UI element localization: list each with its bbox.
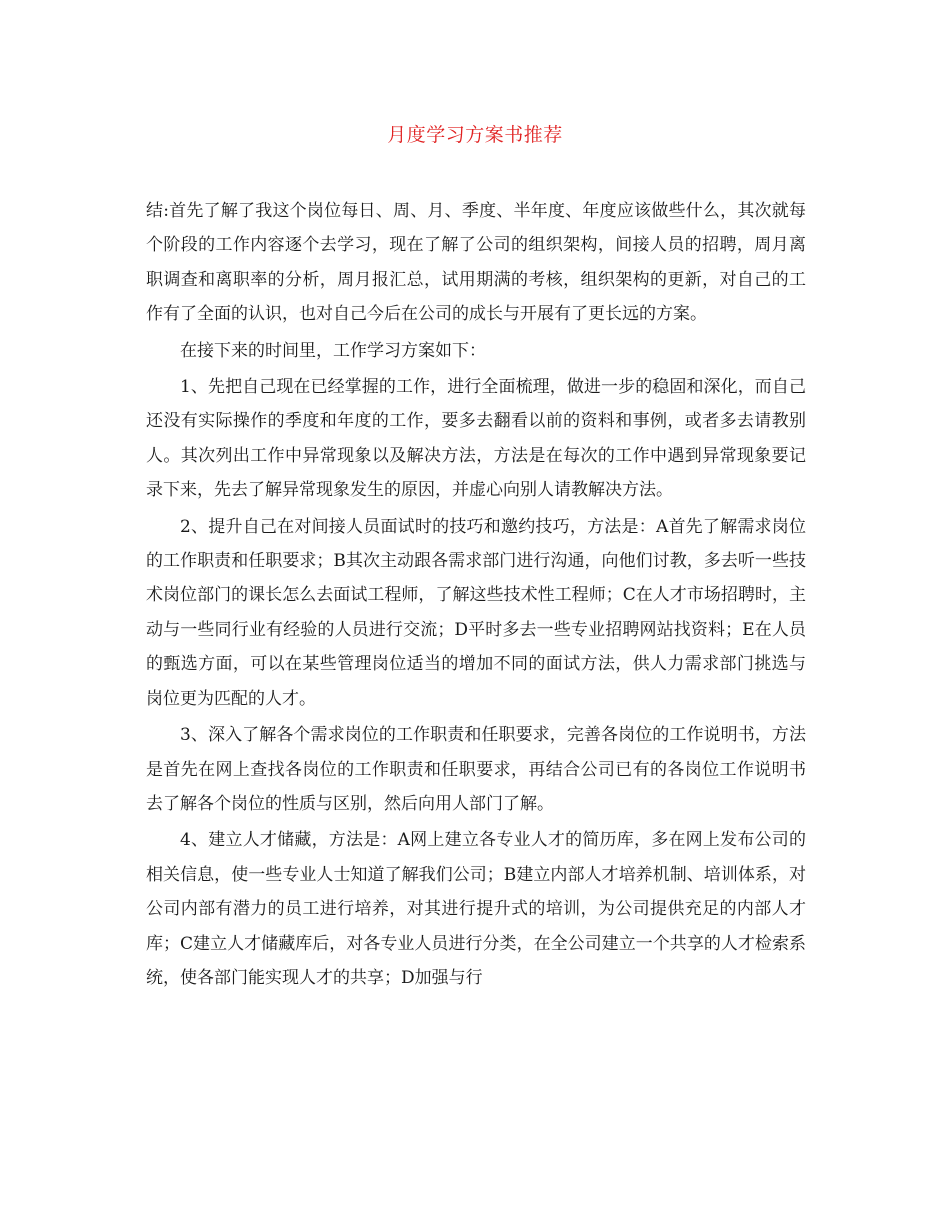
paragraph-summary: 结:首先了解了我这个岗位每日、周、月、季度、半年度、年度应该做些什么，其次就每个阶段的工作内容逐个去学习，现在了解了公司的组织架构，间接人员的招聘，周月离职调查和离职率的分析，周月报汇总，试用期满的考核，组织架构的更新，对自己的工作有了全面的认识，也对自己今后在公司的成长与开展有了更长远的方案。: [146, 201, 806, 325]
paragraph-item-4: 4、建立人才储藏，方法是：A网上建立各专业人才的简历库，多在网上发布公司的相关信息，使一些专业人士知道了解我们公司；B建立内部人才培养机制、培训体系，对公司内部有潜力的员工进行培养，对其进行提升式的培训，为公司提供充足的内部人才库；C建立人才储藏库后，对各专业人员进行分类，在全公司建立一个共享的人才检索系统，使各部门能实现人才的共享；D加强与行: [146, 830, 806, 988]
paragraph-item-1: 1、先把自己现在已经掌握的工作，进行全面梳理，做进一步的稳固和深化，而自己还没有实际操作的季度和年度的工作，要多去翻看以前的资料和事例，或者多去请教别人。其次列出工作中异常现象以及解决方法，方法是在每次的工作中遇到异常现象要记录下来，先去了解异常现象发生的原因，并虚心向别人请教解决方法。: [146, 377, 806, 501]
document-title: 月度学习方案书推荐: [387, 124, 563, 146]
paragraph-item-3: 3、深入了解各个需求岗位的工作职责和任职要求，完善各岗位的工作说明书，方法是首先在网上查找各岗位的工作职责和任职要求，再结合公司已有的各岗位工作说明书去了解各个岗位的性质与区别，然后向用人部门了解。: [146, 725, 806, 814]
paragraph-item-2: 2、提升自己在对间接人员面试时的技巧和邀约技巧，方法是：A首先了解需求岗位的工作职责和任职要求；B其次主动跟各需求部门进行沟通，向他们讨教，多去听一些技术岗位部门的课长怎么去面试工程师，了解这些技术性工程师；C在人才市场招聘时，主动与一些同行业有经验的人员进行交流；D平时多去一些专业招聘网站找资料；E在人员的甄选方面，可以在某些管理岗位适当的增加不同的面试方法，供人力需求部门挑选与岗位更为匹配的人才。: [146, 516, 806, 709]
document-body: [146, 194, 806, 997]
paragraph-intro: 在接下来的时间里，工作学习方案如下：: [180, 340, 486, 361]
